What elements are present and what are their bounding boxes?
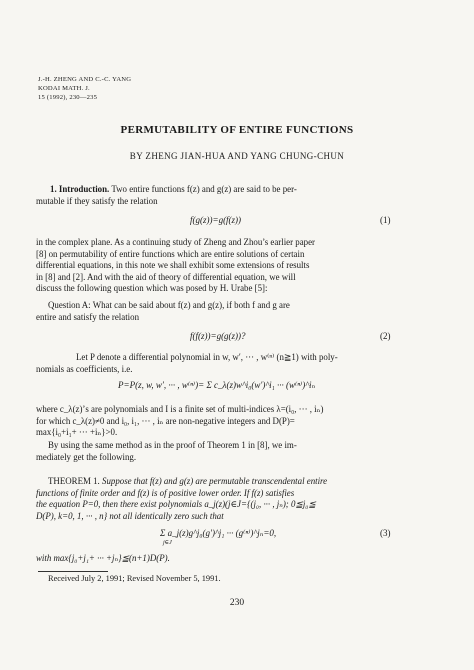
equation-3-number: (3) [380,528,391,538]
text-line: in the complex plane. As a continuing study of Zheng and Zhou’s earlier paper [36,237,315,247]
equation-p: P=P(z, w, w′, ··· , w⁽ⁿ⁾)= Σ c_λ(z)w^i₀(w′)^i₁ ··· (w⁽ⁿ⁾)^iₙ [118,380,316,390]
text-line: mediately get the following. [36,451,137,462]
received-footnote: Received July 2, 1991; Revised November 5, 1991. [48,574,221,583]
by-using-paragraph [36,440,438,463]
theorem-line: functions of finite order and f(z) is of positive lower order. If f(z) satisfies [36,487,295,498]
theorem-line: D(P), k=0, 1, ··· , n} not all identically zero such that [36,510,224,521]
text-line: By using the same method as in the proof of Theorem 1 in [8], we im- [48,440,297,450]
differential-polynomial-paragraph [36,352,438,375]
equation-2: f(f(z))=g(g(z))? [190,331,246,341]
intro-line-1: Two entire functions f(z) and g(z) are said to be per- [111,184,297,194]
theorem-label: THEOREM 1. [48,476,100,486]
header-volume: 15 (1992), 230—235 [38,94,98,101]
text-line: nomials as coefficients, i.e. [36,363,133,374]
header-authors: J.-H. ZHENG AND C.-C. YANG [38,76,132,83]
text-line: for which c_λ(z)≠0 and i₀, i₁, ··· , iₙ are non-negative integers and D(P)= [36,415,295,426]
text-line: differential equations, in this note we shall exhibit some extensions of results [36,260,310,271]
text-line: Question A: What can be said about f(z) and g(z), if both f and g are [48,300,290,310]
theorem-line: the equation P=0, then there exist polynomials a_j(z)(j∈J={(j₀, ··· , jₙ); 0≦j₀≦ [36,499,316,510]
text-line: with max{j₀+j₁+ ··· +jₙ}≦(n+1)D(P). [36,553,170,563]
footnote-rule [38,571,108,572]
text-line: where c_λ(z)’s are polynomials and I is a finite set of multi-indices λ=(i₀, ··· , iₙ) [36,404,324,414]
intro-line-2: mutable if they satisfy the relation [36,195,158,206]
intro-paragraph [36,184,438,207]
theorem-1 [36,476,438,522]
paper-byline: BY ZHENG JIAN-HUA AND YANG CHUNG-CHUN [129,151,345,161]
theorem-line: Suppose that f(z) and g(z) are permutable transcendental entire [102,476,328,486]
question-a [36,300,438,323]
paper-title: PERMUTABILITY OF ENTIRE FUNCTIONS [120,124,354,136]
header-journal: KODAI MATH. J. [38,85,90,92]
after-eq1-paragraph [36,237,438,295]
text-line: Let P denote a differential polynomial in w, w′, ··· , w⁽ⁿ⁾ (n≧1) with poly- [76,352,338,362]
page-number: 230 [229,598,245,608]
equation-2-number: (2) [380,331,391,341]
text-line: [8] on permutability of entire functions which are entire solutions of certain [36,248,305,259]
section-heading: 1. Introduction. [50,184,110,194]
text-line: in [8] and [2]. And with the aid of theory of differential equation, we will [36,271,296,282]
text-line: max{i₀+i₁+ ··· +iₙ}>0. [36,427,118,438]
equation-1-number: (1) [380,215,391,225]
text-line: entire and satisfy the relation [36,311,140,322]
equation-3-subscript: j∈J [163,540,172,546]
running-header [38,75,131,102]
equation-3: Σ a_j(z)g^j₀(g′)^j₁ ··· (g⁽ⁿ⁾)^jₙ=0, [160,528,277,538]
theorem-bound [36,553,438,565]
where-paragraph [36,404,438,439]
text-line: discuss the following question which was posed by H. Urabe [5]: [36,283,268,294]
equation-1: f(g(z))=g(f(z)) [190,215,242,225]
